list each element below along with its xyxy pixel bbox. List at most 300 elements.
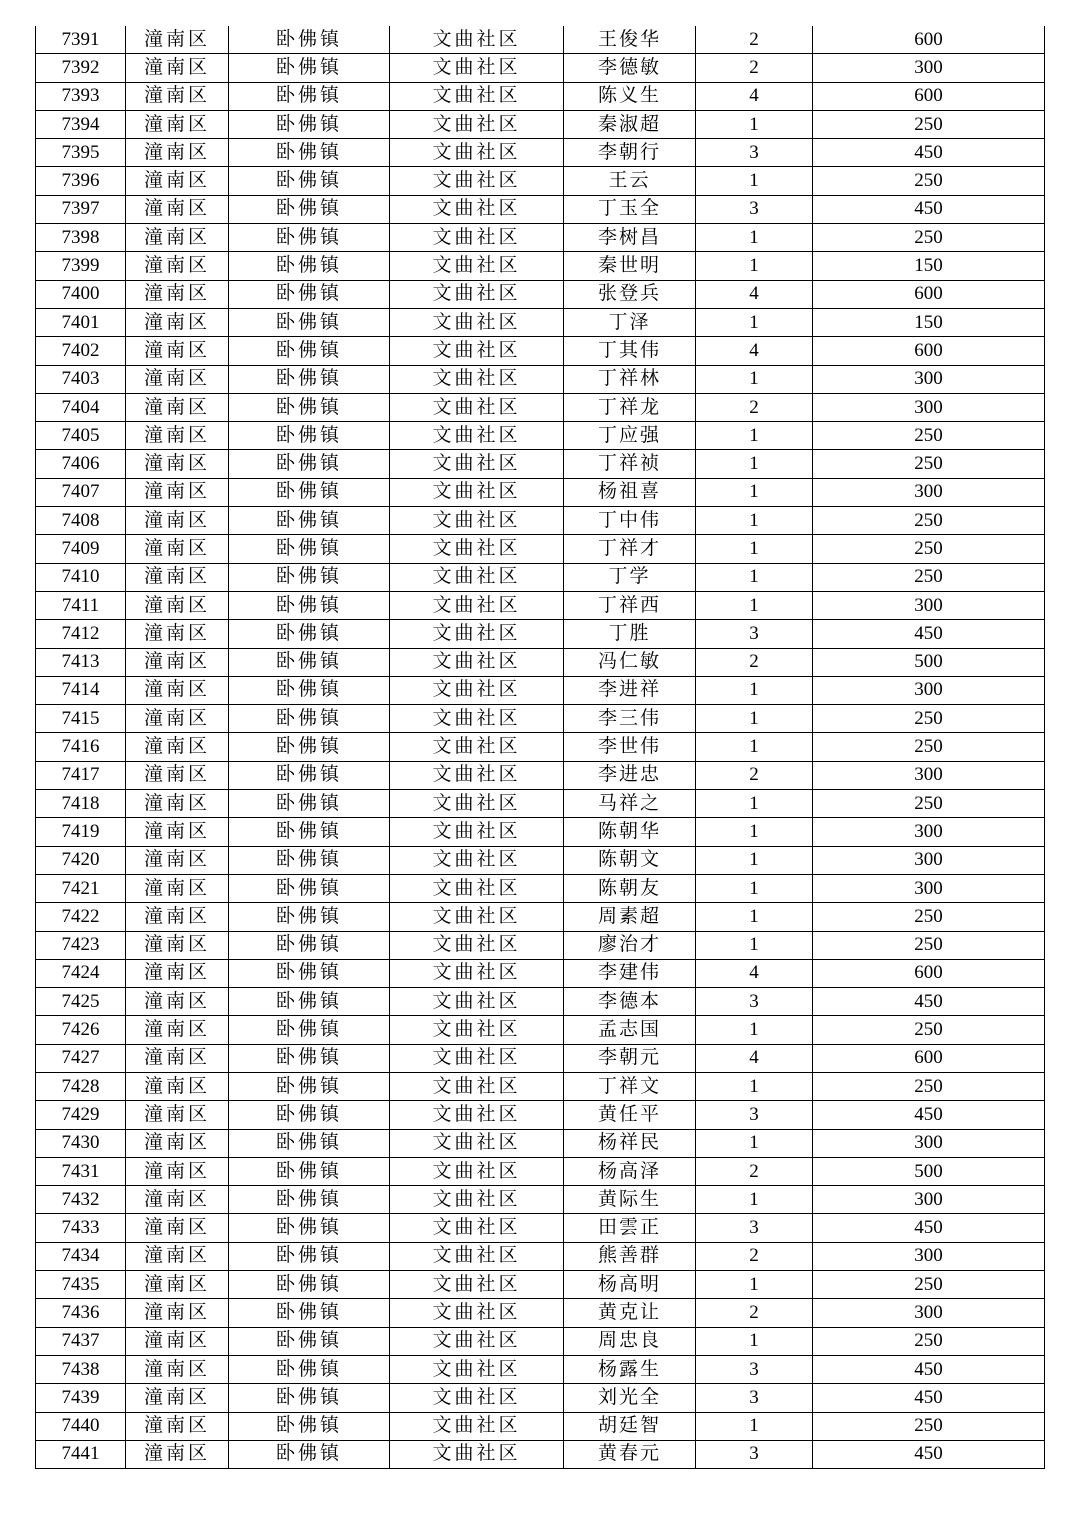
district-cell: 潼南区 <box>126 393 229 421</box>
community-cell: 文曲社区 <box>390 1271 564 1299</box>
district-cell: 潼南区 <box>126 224 229 252</box>
table-row <box>36 733 1045 761</box>
table-row <box>36 1044 1045 1072</box>
community-cell: 文曲社区 <box>390 365 564 393</box>
name-cell: 秦世明 <box>564 252 696 280</box>
row-number-cell: 7407 <box>36 478 126 506</box>
amount-cell: 300 <box>813 1129 1045 1157</box>
name-cell: 杨高泽 <box>564 1157 696 1185</box>
town-cell: 卧佛镇 <box>229 648 390 676</box>
table-row <box>36 337 1045 365</box>
table-row <box>36 1129 1045 1157</box>
district-cell: 潼南区 <box>126 846 229 874</box>
row-number-cell: 7423 <box>36 931 126 959</box>
name-cell: 杨露生 <box>564 1355 696 1383</box>
name-cell: 丁祥文 <box>564 1072 696 1100</box>
table-row <box>36 54 1045 82</box>
household-count-cell: 1 <box>696 1271 813 1299</box>
name-cell: 陈朝文 <box>564 846 696 874</box>
community-cell: 文曲社区 <box>390 1186 564 1214</box>
community-cell: 文曲社区 <box>390 110 564 138</box>
table-row <box>36 903 1045 931</box>
household-count-cell: 3 <box>696 620 813 648</box>
amount-cell: 300 <box>813 1186 1045 1214</box>
household-count-cell: 3 <box>696 1101 813 1129</box>
amount-cell: 150 <box>813 308 1045 336</box>
row-number-cell: 7432 <box>36 1186 126 1214</box>
town-cell: 卧佛镇 <box>229 26 390 54</box>
town-cell: 卧佛镇 <box>229 705 390 733</box>
name-cell: 黄际生 <box>564 1186 696 1214</box>
table-row <box>36 563 1045 591</box>
amount-cell: 250 <box>813 450 1045 478</box>
name-cell: 丁祥龙 <box>564 393 696 421</box>
row-number-cell: 7427 <box>36 1044 126 1072</box>
community-cell: 文曲社区 <box>390 1384 564 1412</box>
amount-cell: 450 <box>813 620 1045 648</box>
community-cell: 文曲社区 <box>390 252 564 280</box>
town-cell: 卧佛镇 <box>229 790 390 818</box>
amount-cell: 450 <box>813 1214 1045 1242</box>
town-cell: 卧佛镇 <box>229 1440 390 1468</box>
amount-cell: 450 <box>813 1101 1045 1129</box>
district-cell: 潼南区 <box>126 959 229 987</box>
community-cell: 文曲社区 <box>390 1242 564 1270</box>
name-cell: 周忠良 <box>564 1327 696 1355</box>
row-number-cell: 7394 <box>36 110 126 138</box>
amount-cell: 600 <box>813 26 1045 54</box>
community-cell: 文曲社区 <box>390 54 564 82</box>
amount-cell: 250 <box>813 167 1045 195</box>
town-cell: 卧佛镇 <box>229 422 390 450</box>
row-number-cell: 7408 <box>36 507 126 535</box>
household-count-cell: 1 <box>696 846 813 874</box>
amount-cell: 250 <box>813 1271 1045 1299</box>
household-count-cell: 1 <box>696 422 813 450</box>
town-cell: 卧佛镇 <box>229 1271 390 1299</box>
row-number-cell: 7402 <box>36 337 126 365</box>
community-cell: 文曲社区 <box>390 761 564 789</box>
row-number-cell: 7404 <box>36 393 126 421</box>
table-row <box>36 167 1045 195</box>
table-row <box>36 1016 1045 1044</box>
town-cell: 卧佛镇 <box>229 1214 390 1242</box>
name-cell: 张登兵 <box>564 280 696 308</box>
household-count-cell: 1 <box>696 535 813 563</box>
name-cell: 丁玉全 <box>564 195 696 223</box>
town-cell: 卧佛镇 <box>229 1299 390 1327</box>
district-cell: 潼南区 <box>126 1412 229 1440</box>
document-sheet <box>35 26 1044 1469</box>
district-cell: 潼南区 <box>126 1271 229 1299</box>
row-number-cell: 7396 <box>36 167 126 195</box>
community-cell: 文曲社区 <box>390 280 564 308</box>
amount-cell: 450 <box>813 1440 1045 1468</box>
community-cell: 文曲社区 <box>390 733 564 761</box>
amount-cell: 600 <box>813 280 1045 308</box>
household-count-cell: 3 <box>696 139 813 167</box>
table-row <box>36 365 1045 393</box>
row-number-cell: 7398 <box>36 224 126 252</box>
town-cell: 卧佛镇 <box>229 1157 390 1185</box>
household-count-cell: 1 <box>696 478 813 506</box>
town-cell: 卧佛镇 <box>229 1355 390 1383</box>
name-cell: 熊善群 <box>564 1242 696 1270</box>
amount-cell: 450 <box>813 139 1045 167</box>
name-cell: 冯仁敏 <box>564 648 696 676</box>
amount-cell: 600 <box>813 82 1045 110</box>
row-number-cell: 7401 <box>36 308 126 336</box>
table-body <box>36 26 1045 1469</box>
community-cell: 文曲社区 <box>390 1101 564 1129</box>
row-number-cell: 7418 <box>36 790 126 818</box>
household-count-cell: 1 <box>696 1186 813 1214</box>
table-row <box>36 26 1045 54</box>
town-cell: 卧佛镇 <box>229 252 390 280</box>
table-row <box>36 393 1045 421</box>
name-cell: 李进祥 <box>564 676 696 704</box>
community-cell: 文曲社区 <box>390 790 564 818</box>
row-number-cell: 7419 <box>36 818 126 846</box>
amount-cell: 250 <box>813 931 1045 959</box>
household-count-cell: 3 <box>696 988 813 1016</box>
town-cell: 卧佛镇 <box>229 818 390 846</box>
community-cell: 文曲社区 <box>390 393 564 421</box>
name-cell: 丁应强 <box>564 422 696 450</box>
amount-cell: 300 <box>813 676 1045 704</box>
household-count-cell: 1 <box>696 308 813 336</box>
name-cell: 周素超 <box>564 903 696 931</box>
household-count-cell: 1 <box>696 931 813 959</box>
household-count-cell: 1 <box>696 252 813 280</box>
district-cell: 潼南区 <box>126 1440 229 1468</box>
name-cell: 丁泽 <box>564 308 696 336</box>
household-count-cell: 1 <box>696 507 813 535</box>
row-number-cell: 7437 <box>36 1327 126 1355</box>
amount-cell: 450 <box>813 1384 1045 1412</box>
row-number-cell: 7424 <box>36 959 126 987</box>
table-row <box>36 1440 1045 1468</box>
row-number-cell: 7403 <box>36 365 126 393</box>
district-cell: 潼南区 <box>126 903 229 931</box>
household-count-cell: 4 <box>696 959 813 987</box>
district-cell: 潼南区 <box>126 26 229 54</box>
community-cell: 文曲社区 <box>390 818 564 846</box>
community-cell: 文曲社区 <box>390 422 564 450</box>
town-cell: 卧佛镇 <box>229 365 390 393</box>
town-cell: 卧佛镇 <box>229 1072 390 1100</box>
table-row <box>36 761 1045 789</box>
name-cell: 丁祥林 <box>564 365 696 393</box>
table-row <box>36 139 1045 167</box>
household-count-cell: 3 <box>696 1355 813 1383</box>
row-number-cell: 7391 <box>36 26 126 54</box>
community-cell: 文曲社区 <box>390 1440 564 1468</box>
town-cell: 卧佛镇 <box>229 54 390 82</box>
name-cell: 李朝行 <box>564 139 696 167</box>
amount-cell: 500 <box>813 1157 1045 1185</box>
amount-cell: 500 <box>813 648 1045 676</box>
town-cell: 卧佛镇 <box>229 535 390 563</box>
row-number-cell: 7413 <box>36 648 126 676</box>
household-count-cell: 3 <box>696 1214 813 1242</box>
town-cell: 卧佛镇 <box>229 676 390 704</box>
name-cell: 丁其伟 <box>564 337 696 365</box>
row-number-cell: 7405 <box>36 422 126 450</box>
name-cell: 黄任平 <box>564 1101 696 1129</box>
town-cell: 卧佛镇 <box>229 1186 390 1214</box>
district-cell: 潼南区 <box>126 761 229 789</box>
table-row <box>36 1072 1045 1100</box>
row-number-cell: 7417 <box>36 761 126 789</box>
table-row <box>36 1384 1045 1412</box>
district-cell: 潼南区 <box>126 988 229 1016</box>
row-number-cell: 7406 <box>36 450 126 478</box>
household-count-cell: 2 <box>696 1157 813 1185</box>
district-cell: 潼南区 <box>126 1242 229 1270</box>
row-number-cell: 7430 <box>36 1129 126 1157</box>
district-cell: 潼南区 <box>126 535 229 563</box>
town-cell: 卧佛镇 <box>229 478 390 506</box>
name-cell: 黄春元 <box>564 1440 696 1468</box>
community-cell: 文曲社区 <box>390 1157 564 1185</box>
table-row <box>36 1271 1045 1299</box>
district-cell: 潼南区 <box>126 422 229 450</box>
name-cell: 廖治才 <box>564 931 696 959</box>
name-cell: 孟志国 <box>564 1016 696 1044</box>
table-row <box>36 1157 1045 1185</box>
district-cell: 潼南区 <box>126 280 229 308</box>
district-cell: 潼南区 <box>126 648 229 676</box>
amount-cell: 250 <box>813 422 1045 450</box>
amount-cell: 600 <box>813 337 1045 365</box>
name-cell: 丁胜 <box>564 620 696 648</box>
amount-cell: 300 <box>813 761 1045 789</box>
table-row <box>36 959 1045 987</box>
amount-cell: 300 <box>813 478 1045 506</box>
row-number-cell: 7420 <box>36 846 126 874</box>
table-row <box>36 1327 1045 1355</box>
community-cell: 文曲社区 <box>390 959 564 987</box>
town-cell: 卧佛镇 <box>229 1129 390 1157</box>
household-count-cell: 4 <box>696 337 813 365</box>
community-cell: 文曲社区 <box>390 1214 564 1242</box>
community-cell: 文曲社区 <box>390 1327 564 1355</box>
community-cell: 文曲社区 <box>390 620 564 648</box>
district-cell: 潼南区 <box>126 478 229 506</box>
table-row <box>36 676 1045 704</box>
town-cell: 卧佛镇 <box>229 507 390 535</box>
community-cell: 文曲社区 <box>390 676 564 704</box>
table-row <box>36 1101 1045 1129</box>
table-row <box>36 110 1045 138</box>
amount-cell: 250 <box>813 733 1045 761</box>
community-cell: 文曲社区 <box>390 337 564 365</box>
table-row <box>36 507 1045 535</box>
town-cell: 卧佛镇 <box>229 167 390 195</box>
amount-cell: 250 <box>813 110 1045 138</box>
household-count-cell: 1 <box>696 1327 813 1355</box>
row-number-cell: 7416 <box>36 733 126 761</box>
row-number-cell: 7400 <box>36 280 126 308</box>
name-cell: 刘光全 <box>564 1384 696 1412</box>
row-number-cell: 7440 <box>36 1412 126 1440</box>
district-cell: 潼南区 <box>126 1299 229 1327</box>
town-cell: 卧佛镇 <box>229 761 390 789</box>
table-row <box>36 988 1045 1016</box>
name-cell: 王云 <box>564 167 696 195</box>
community-cell: 文曲社区 <box>390 931 564 959</box>
town-cell: 卧佛镇 <box>229 224 390 252</box>
name-cell: 马祥之 <box>564 790 696 818</box>
town-cell: 卧佛镇 <box>229 82 390 110</box>
community-cell: 文曲社区 <box>390 167 564 195</box>
town-cell: 卧佛镇 <box>229 988 390 1016</box>
amount-cell: 150 <box>813 252 1045 280</box>
community-cell: 文曲社区 <box>390 308 564 336</box>
name-cell: 李三伟 <box>564 705 696 733</box>
amount-cell: 300 <box>813 846 1045 874</box>
community-cell: 文曲社区 <box>390 478 564 506</box>
district-cell: 潼南区 <box>126 563 229 591</box>
row-number-cell: 7412 <box>36 620 126 648</box>
district-cell: 潼南区 <box>126 1044 229 1072</box>
amount-cell: 250 <box>813 705 1045 733</box>
amount-cell: 250 <box>813 1016 1045 1044</box>
town-cell: 卧佛镇 <box>229 903 390 931</box>
name-cell: 杨祖喜 <box>564 478 696 506</box>
community-cell: 文曲社区 <box>390 1016 564 1044</box>
district-cell: 潼南区 <box>126 931 229 959</box>
table-row <box>36 931 1045 959</box>
district-cell: 潼南区 <box>126 1129 229 1157</box>
table-row <box>36 422 1045 450</box>
district-cell: 潼南区 <box>126 195 229 223</box>
amount-cell: 600 <box>813 959 1045 987</box>
community-cell: 文曲社区 <box>390 705 564 733</box>
row-number-cell: 7429 <box>36 1101 126 1129</box>
district-cell: 潼南区 <box>126 1186 229 1214</box>
row-number-cell: 7395 <box>36 139 126 167</box>
table-row <box>36 195 1045 223</box>
district-cell: 潼南区 <box>126 1355 229 1383</box>
community-cell: 文曲社区 <box>390 1044 564 1072</box>
row-number-cell: 7410 <box>36 563 126 591</box>
row-number-cell: 7399 <box>36 252 126 280</box>
amount-cell: 600 <box>813 1044 1045 1072</box>
amount-cell: 250 <box>813 507 1045 535</box>
amount-cell: 300 <box>813 591 1045 619</box>
town-cell: 卧佛镇 <box>229 110 390 138</box>
town-cell: 卧佛镇 <box>229 733 390 761</box>
amount-cell: 450 <box>813 1355 1045 1383</box>
community-cell: 文曲社区 <box>390 1355 564 1383</box>
amount-cell: 300 <box>813 365 1045 393</box>
row-number-cell: 7438 <box>36 1355 126 1383</box>
table-row <box>36 535 1045 563</box>
table-row <box>36 1186 1045 1214</box>
district-cell: 潼南区 <box>126 790 229 818</box>
community-cell: 文曲社区 <box>390 648 564 676</box>
row-number-cell: 7431 <box>36 1157 126 1185</box>
community-cell: 文曲社区 <box>390 535 564 563</box>
household-count-cell: 1 <box>696 563 813 591</box>
table-row <box>36 308 1045 336</box>
community-cell: 文曲社区 <box>390 224 564 252</box>
name-cell: 陈朝华 <box>564 818 696 846</box>
amount-cell: 250 <box>813 535 1045 563</box>
household-count-cell: 4 <box>696 82 813 110</box>
table-row <box>36 620 1045 648</box>
town-cell: 卧佛镇 <box>229 620 390 648</box>
row-number-cell: 7428 <box>36 1072 126 1100</box>
amount-cell: 450 <box>813 195 1045 223</box>
town-cell: 卧佛镇 <box>229 563 390 591</box>
district-cell: 潼南区 <box>126 139 229 167</box>
community-cell: 文曲社区 <box>390 82 564 110</box>
household-count-cell: 1 <box>696 818 813 846</box>
community-cell: 文曲社区 <box>390 450 564 478</box>
table-row <box>36 648 1045 676</box>
table-row <box>36 705 1045 733</box>
amount-cell: 250 <box>813 1072 1045 1100</box>
household-count-cell: 1 <box>696 110 813 138</box>
town-cell: 卧佛镇 <box>229 1016 390 1044</box>
district-cell: 潼南区 <box>126 1327 229 1355</box>
row-number-cell: 7435 <box>36 1271 126 1299</box>
district-cell: 潼南区 <box>126 705 229 733</box>
household-count-cell: 1 <box>696 1412 813 1440</box>
name-cell: 李德敏 <box>564 54 696 82</box>
household-count-cell: 1 <box>696 1072 813 1100</box>
row-number-cell: 7434 <box>36 1242 126 1270</box>
household-count-cell: 2 <box>696 648 813 676</box>
name-cell: 秦淑超 <box>564 110 696 138</box>
district-cell: 潼南区 <box>126 620 229 648</box>
name-cell: 丁中伟 <box>564 507 696 535</box>
district-cell: 潼南区 <box>126 733 229 761</box>
district-cell: 潼南区 <box>126 54 229 82</box>
table-row <box>36 874 1045 902</box>
district-cell: 潼南区 <box>126 110 229 138</box>
amount-cell: 300 <box>813 874 1045 902</box>
row-number-cell: 7426 <box>36 1016 126 1044</box>
table-row <box>36 1355 1045 1383</box>
amount-cell: 450 <box>813 988 1045 1016</box>
town-cell: 卧佛镇 <box>229 337 390 365</box>
table-row <box>36 818 1045 846</box>
district-cell: 潼南区 <box>126 252 229 280</box>
amount-cell: 300 <box>813 818 1045 846</box>
town-cell: 卧佛镇 <box>229 308 390 336</box>
name-cell: 丁祥祯 <box>564 450 696 478</box>
district-cell: 潼南区 <box>126 82 229 110</box>
district-cell: 潼南区 <box>126 167 229 195</box>
household-count-cell: 3 <box>696 1384 813 1412</box>
table-row <box>36 478 1045 506</box>
household-count-cell: 3 <box>696 195 813 223</box>
town-cell: 卧佛镇 <box>229 931 390 959</box>
household-count-cell: 1 <box>696 167 813 195</box>
household-count-cell: 2 <box>696 1242 813 1270</box>
town-cell: 卧佛镇 <box>229 1101 390 1129</box>
name-cell: 李建伟 <box>564 959 696 987</box>
town-cell: 卧佛镇 <box>229 1384 390 1412</box>
household-count-cell: 1 <box>696 676 813 704</box>
name-cell: 黄克让 <box>564 1299 696 1327</box>
district-cell: 潼南区 <box>126 818 229 846</box>
amount-cell: 250 <box>813 1412 1045 1440</box>
